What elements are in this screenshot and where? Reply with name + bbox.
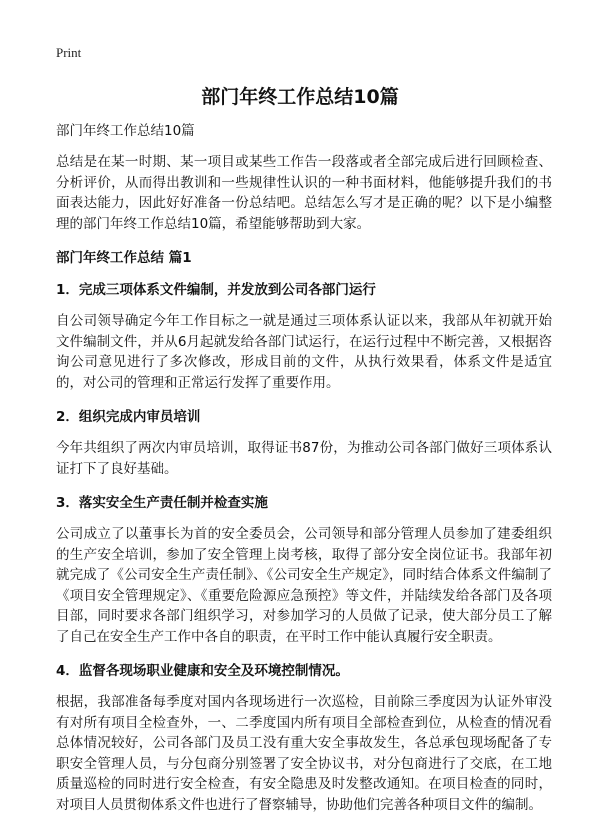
point-1-body: 自公司领导确定今年工作目标之一就是通过三项体系认证以来，我部从年初就开始文件编制文件，并从6月起就发给各部门试运行，在运行过程中不断完善，又根据咨询公司意见进行了多次修改，形成目前的文件，从执行效果看，体系文件是适宜的，对公司的管理和正常运行发挥了重要作用。	[56, 313, 552, 391]
point-2-body: 今年共组织了两次内审员培训，取得证书87份，为推动公司各部门做好三项体系认证打下了良好基础。	[56, 440, 552, 477]
point-2-heading: 2．组织完成内审员培训	[56, 409, 201, 425]
section-heading: 部门年终工作总结 篇1	[56, 250, 192, 266]
point-1-heading: 1．完成三项体系文件编制，并发放到公司各部门运行	[56, 282, 376, 298]
document-title: 部门年终工作总结10篇	[201, 86, 399, 108]
document-subtitle: 部门年终工作总结10篇	[56, 123, 195, 139]
point-3-body: 公司成立了以董事长为首的安全委员会，公司领导和部分管理人员参加了建委组织的生产安全培训，参加了安全管理上岗考核，取得了部分安全岗位证书。我部年初就完成了《公司安全生产责任制》、《公司安全生产规定》，同时结合体系文件编制了《项目安全管理规定》、《重要危险源应急预控》等文件，并陆续发给各部门及各项目部，同时要求各部门组织学习，对参加学习的人员做了记录，使大部分员工了解了自己在安全生产工作中各自的职责，在平时工作中能认真履行安全职责。	[56, 526, 552, 645]
document-body	[56, 121, 552, 829]
print-link[interactable]: Print	[56, 45, 82, 60]
point-4-body: 根据，我部准备每季度对国内各现场进行一次巡检，目前除三季度因为认证外审没有对所有项目全检查外，一、二季度国内所有项目全部检查到位，从检查的情况看总体情况较好，公司各部门及员工没有重大安全事故发生，各总承包现场配备了专职安全管理人员，与分包商分别签署了安全协议书，对分包商进行了交底，在工地质量巡检的同时进行安全检查，有安全隐患及时发整改通知。在项目检查的同时，对项目人员贯彻体系文件也进行了督察辅导，协助他们完善各种项目文件的编制。	[56, 694, 552, 813]
point-3-heading: 3．落实安全生产责任制并检查实施	[56, 495, 268, 511]
point-4-heading: 4．监督各现场职业健康和安全及环境控制情况。	[56, 663, 349, 679]
intro-paragraph: 总结是在某一时期、某一项目或某些工作告一段落或者全部完成后进行回顾检查、分析评价，从而得出教训和一些规律性认识的一种书面材料，他能够提升我们的书面表达能力，因此好好准备一份总结吧。总结怎么写才是正确的呢？以下是小编整理的部门年终工作总结10篇，希望能够帮助到大家。	[56, 154, 552, 232]
